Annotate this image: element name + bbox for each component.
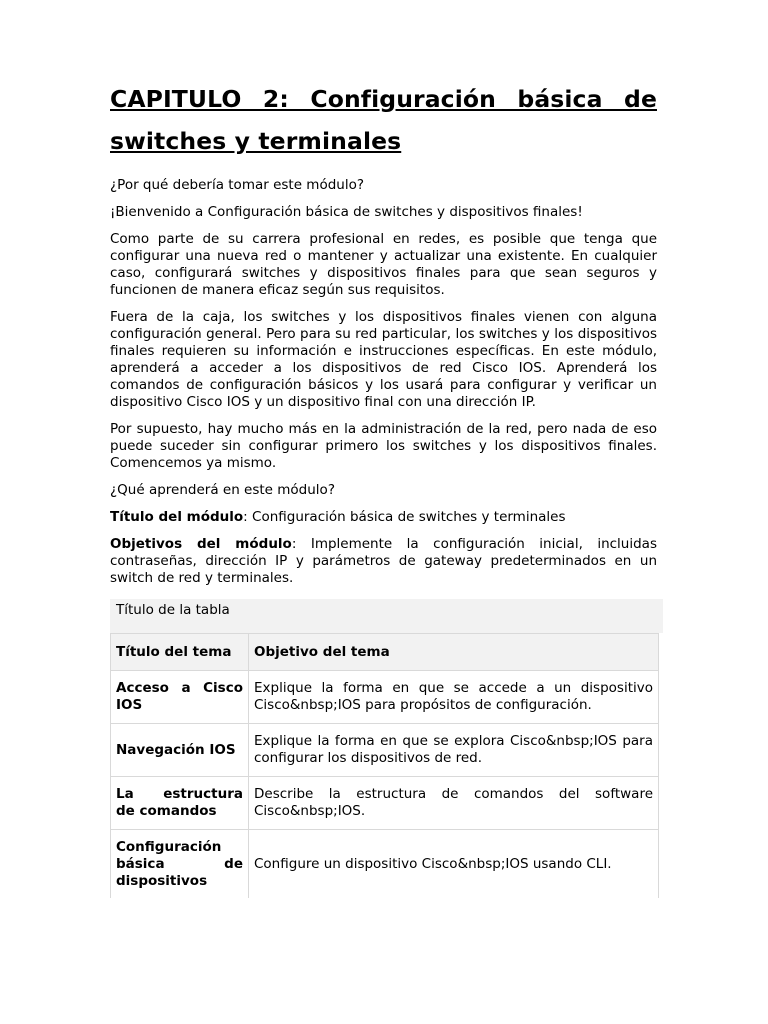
module-title-label: Título del módulo bbox=[110, 509, 244, 525]
module-objectives-value: : Implemente la configuración inicial, incluidas contraseñas, dirección IP y parámetros de gateway predeterminados en un switch de red y terminales. bbox=[110, 536, 657, 586]
topic-title-line: básica de bbox=[116, 855, 243, 872]
topic-title-line: IOS bbox=[116, 697, 143, 713]
intro-paragraph-1: Como parte de su carrera profesional en redes, es posible que tenga que configurar una nueva red o mantener y actualizar una existente. En cualquier caso, configurará switches y dispositivos finales para que sean seguros y funcionen de manera eficaz según sus requisitos. bbox=[110, 231, 657, 298]
topics-table-container bbox=[110, 599, 663, 898]
table-row bbox=[111, 830, 659, 899]
topic-objective-cell: Describe la estructura de comandos del software Cisco&nbsp;IOS. bbox=[249, 777, 659, 830]
topic-title-cell bbox=[111, 671, 249, 724]
topic-title-line: dispositivos bbox=[116, 872, 208, 889]
topics-table bbox=[110, 633, 659, 898]
header-topic-title: Título del tema bbox=[111, 634, 249, 671]
topic-objective-cell: Configure un dispositivo Cisco&nbsp;IOS usando CLI. bbox=[249, 830, 659, 899]
module-title-value: : Configuración básica de switches y terminales bbox=[243, 509, 566, 525]
table-caption: Título de la tabla bbox=[110, 599, 663, 633]
why-question: ¿Por qué debería tomar este módulo? bbox=[110, 177, 365, 193]
intro-paragraph-3: Por supuesto, hay mucho más en la administración de la red, pero nada de eso puede suceder sin configurar primero los switches y los dispositivos finales. Comencemos ya mismo. bbox=[110, 421, 657, 471]
chapter-title bbox=[110, 78, 657, 162]
topic-title-line: La estructura bbox=[116, 786, 243, 802]
table-row bbox=[111, 724, 659, 777]
topic-title-line: Configuración bbox=[116, 838, 222, 855]
header-topic-objective: Objetivo del tema bbox=[249, 634, 659, 671]
topic-title-line: Acceso a Cisco bbox=[116, 680, 243, 696]
welcome-text: ¡Bienvenido a Configuración básica de switches y dispositivos finales! bbox=[110, 204, 583, 220]
topic-objective-cell: Explique la forma en que se accede a un dispositivo Cisco&nbsp;IOS para propósitos de configuración. bbox=[249, 671, 659, 724]
topic-title-cell bbox=[111, 777, 249, 830]
topic-title-line: Navegación IOS bbox=[116, 741, 236, 758]
module-objectives-line bbox=[110, 536, 657, 587]
topic-objective-cell: Explique la forma en que se explora Cisco&nbsp;IOS para configurar los dispositivos de red. bbox=[249, 724, 659, 777]
topic-title-cell bbox=[111, 724, 249, 777]
chapter-title-line-1: CAPITULO 2: Configuración básica de bbox=[110, 85, 657, 113]
module-objectives-label: Objetivos del módulo bbox=[110, 536, 292, 552]
intro-paragraph-2: Fuera de la caja, los switches y los dispositivos finales vienen con alguna configuración general. Pero para su red particular, los switches y los dispositivos finales requieren su información e instrucciones específicas. En este módulo, aprenderá a acceder a los dispositivos de red Cisco IOS. Aprenderá los comandos de configuración básicos y los usará para configurar y verificar un dispositivo Cisco IOS y un dispositivo final con una dirección IP. bbox=[110, 309, 657, 410]
module-title-line bbox=[110, 509, 657, 526]
topic-title-cell bbox=[111, 830, 249, 899]
table-header-row bbox=[111, 634, 659, 671]
topic-title-line: de comandos bbox=[116, 803, 217, 819]
table-row bbox=[111, 777, 659, 830]
document-page bbox=[110, 78, 657, 898]
table-row bbox=[111, 671, 659, 724]
what-question: ¿Qué aprenderá en este módulo? bbox=[110, 482, 335, 498]
chapter-title-line-2: switches y terminales bbox=[110, 127, 402, 155]
